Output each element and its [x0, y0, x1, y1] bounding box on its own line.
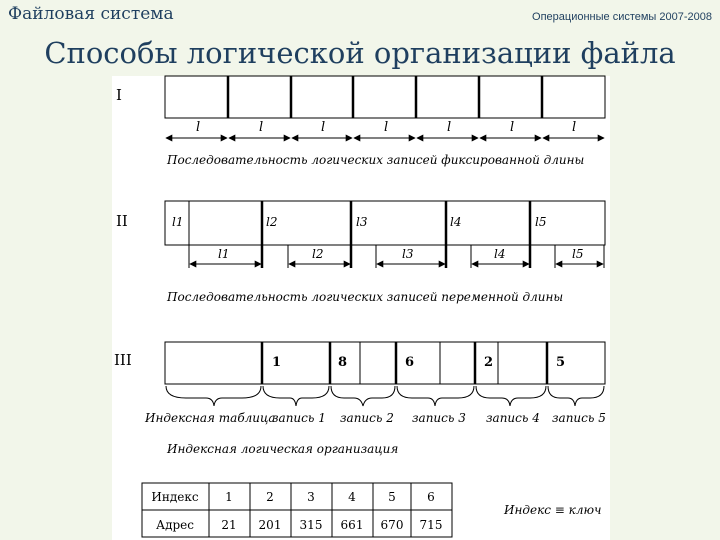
- section-1-record-label: l: [447, 120, 452, 135]
- section-1-record-label: l: [384, 120, 389, 135]
- section-2-label: l5: [572, 247, 584, 261]
- header-right-title: Операционные системы 2007-2008: [532, 11, 712, 23]
- section-2-records: [165, 201, 605, 268]
- section-2-label: l3: [356, 215, 368, 229]
- section-1-record-label: l: [259, 120, 264, 135]
- section-3-record-label: запись 4: [486, 411, 540, 425]
- section-2-label: l4: [494, 247, 506, 261]
- section-1-record-label: l: [572, 120, 577, 135]
- section-1-record-label: l: [510, 120, 515, 135]
- section-2-label: l1: [218, 247, 230, 261]
- section-3-braces: [166, 386, 604, 406]
- index-table-cell: 1: [225, 490, 233, 504]
- section-3-record-label: запись 3: [412, 411, 466, 425]
- section-3-roman: III: [114, 351, 132, 369]
- section-3-record-label: запись 5: [552, 411, 606, 425]
- section-3-key: 1: [272, 355, 282, 370]
- index-table-cell: 2: [266, 490, 274, 504]
- section-2-label: l4: [450, 215, 462, 229]
- section-1-record-label: l: [196, 120, 201, 135]
- section-2-label: l5: [535, 215, 547, 229]
- section-1-record-label: l: [321, 120, 326, 135]
- index-table-cell: 670: [380, 518, 404, 532]
- index-table-row1-header: Индекс: [151, 490, 199, 504]
- section-3-key: 8: [338, 355, 348, 370]
- section-3-record-label: запись 2: [340, 411, 394, 425]
- section-2-roman: II: [116, 212, 128, 230]
- section-3-records: [165, 342, 605, 384]
- section-3-caption: Индексная логическая организация: [167, 442, 399, 456]
- index-table-cell: 21: [221, 518, 237, 532]
- index-table-cell: 5: [388, 490, 396, 504]
- header-left-title: Файловая система: [8, 4, 174, 24]
- section-2-label: l2: [266, 215, 278, 229]
- index-table-cell: 6: [427, 490, 435, 504]
- index-table-label: Индексная таблица: [145, 411, 276, 425]
- section-1-records: [165, 76, 605, 118]
- index-table-cell: 3: [307, 490, 315, 504]
- section-2-caption: Последовательность логических записей переменной длины: [167, 290, 564, 304]
- index-table-cell: 715: [419, 518, 443, 532]
- index-table-cell: 661: [340, 518, 364, 532]
- section-2-label: l1: [172, 215, 184, 229]
- index-table-cell: 4: [348, 490, 356, 504]
- index-key-note: Индекс ≡ ключ: [504, 503, 602, 517]
- section-3-key: 2: [484, 355, 494, 370]
- section-2-label: l2: [312, 247, 324, 261]
- section-1-caption: Последовательность логических записей фиксированной длины: [167, 153, 585, 167]
- section-1-roman: I: [116, 86, 122, 104]
- index-table-row2-header: Адрес: [156, 518, 194, 532]
- section-3-key: 5: [556, 355, 566, 370]
- index-table-cell: 315: [299, 518, 323, 532]
- section-2-label: l3: [402, 247, 414, 261]
- section-3-record-label: запись 1: [272, 411, 326, 425]
- slide-title: Способы логической организации файла: [44, 36, 676, 70]
- index-table-cell: 201: [258, 518, 282, 532]
- section-3-key: 6: [405, 355, 415, 370]
